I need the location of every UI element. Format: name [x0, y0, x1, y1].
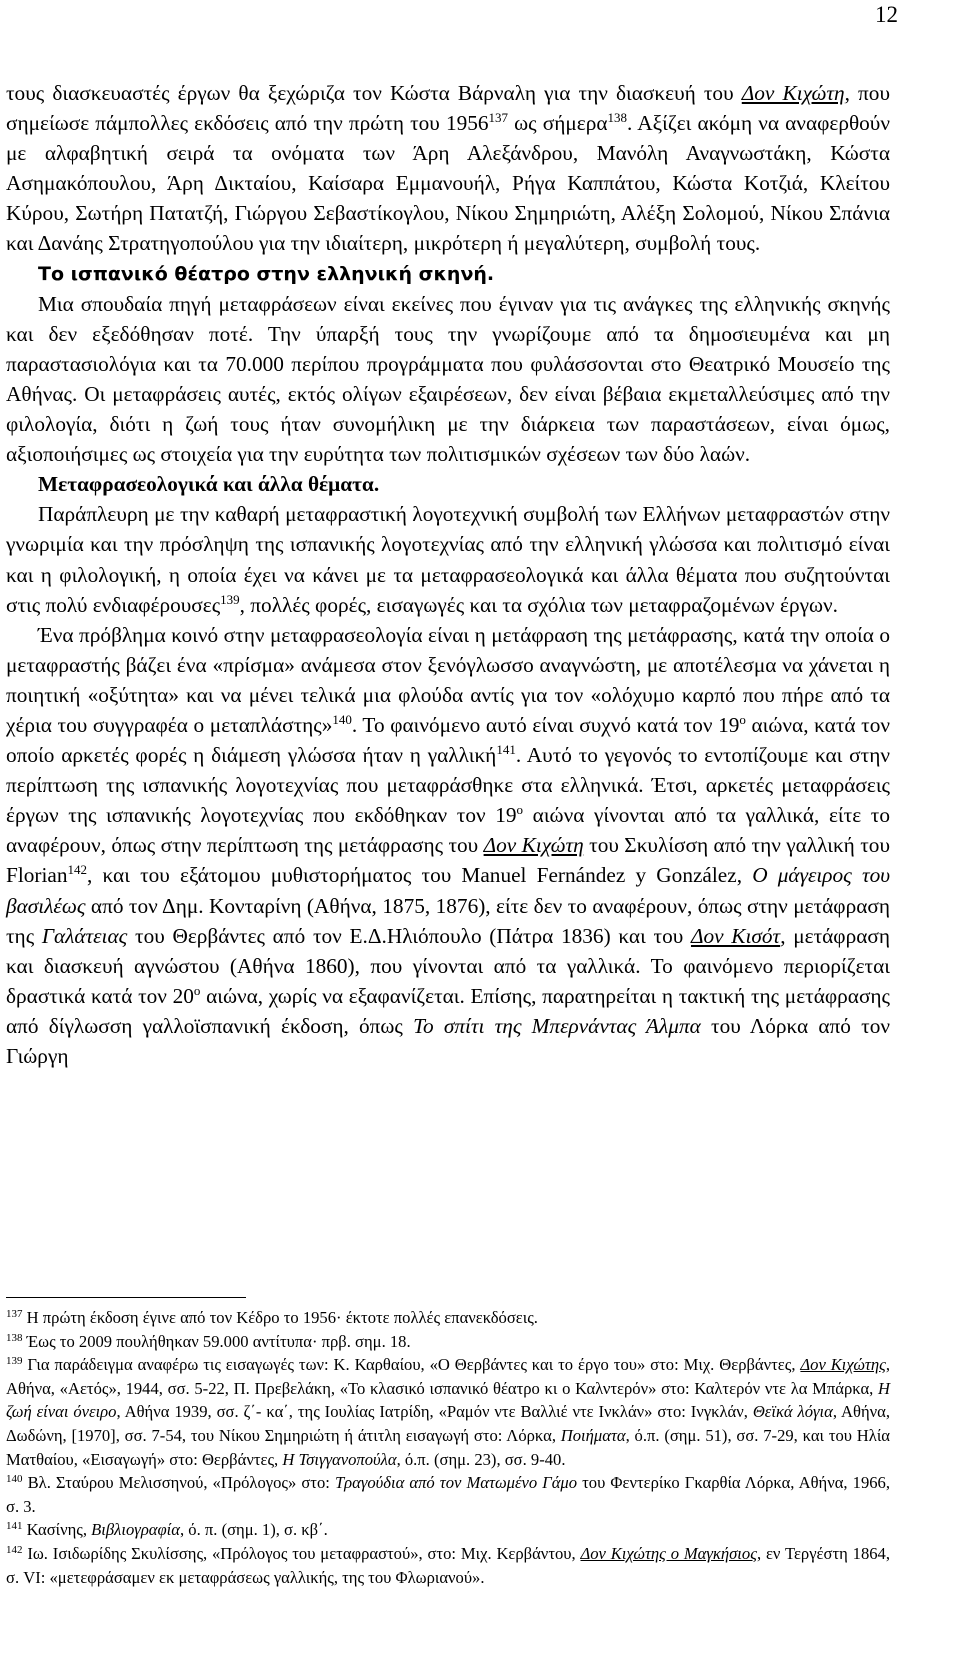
- footnote: [6, 1542, 890, 1589]
- text-run: , Αθήνα, «Αετός», 1944, σσ. 5-22, Π. Πρεβελάκη, «Το κλασικό ισπανικό θέατρο κι ο Καλντερόν» στο: Καλτερόν ντε λα Μπάρκα,: [6, 1355, 890, 1398]
- text-run: του Θερβάντες από τον Ε.Δ.Ηλιόπουλο (Πάτρα 1836) και του: [127, 923, 691, 948]
- text-run: , μετάφραση και διασκευή αγνώστου (Αθήνα 1860), που γίνονται από τα γαλλικά. Το φαινόμενο περιορίζεται δραστικά κατά τον 20: [6, 923, 890, 1008]
- text-run: του Λόρκα από τον Γιώργη: [6, 1013, 890, 1068]
- text-run: του Σκυλίσση από την γαλλική του Florian: [6, 833, 890, 888]
- italic-title: Το σπίτι της Μπερνάντας Άλμπα: [413, 1013, 701, 1038]
- text-run: . Αξίζει ακόμη να αναφερθούν με αλφαβητική σειρά τα ονόματα των Άρη Αλεξάνδρου, Μανόλη Αναγνωστάκη, Κώστα Ασημακόπουλου, Άρη Δικταίου, Καίσαρα Εμμανουήλ, Ρήγα Καππάτου, Κώστα Κοτζιά, Κλείτου Κύρου, Σωτήρη Πατατζή, Γιώργου Σεβαστίκογλου, Νίκου Σημηριώτη, Αλέξη Σολομού, Νίκου Σπάνια και Δανάης Στρατηγοπούλου για την ιδιαίτερη, μικρότερη ή μεγαλύτερη, συμβολή τους.: [6, 111, 890, 256]
- underlined-title: Δον Κιχώτης: [800, 1355, 886, 1375]
- text-run: Ιω. Ισιδωρίδης Σκυλίσσης, «Πρόλογος του μεταφραστού», στο: Μιχ. Κερβάντου,: [22, 1543, 581, 1563]
- text-run: τους διασκευαστές έργων θα ξεχώριζα τον Κώστα Βάρναλη για την διασκευή του: [6, 81, 742, 105]
- reference-mark: 139: [220, 591, 240, 607]
- footnote: [6, 1518, 890, 1542]
- page-number: 12: [875, 2, 898, 27]
- text-run: , ό.π. (σημ. 23), σσ. 9-40.: [396, 1449, 566, 1469]
- underlined-title: Δον Κιχώτης ο Μαγκήσιος: [580, 1543, 757, 1563]
- text-run: , πολλές φορές, εισαγωγές και τα σχόλια των μεταφραζομένων έργων.: [239, 592, 838, 617]
- footnote: [6, 1471, 890, 1518]
- reference-mark: 138: [6, 1331, 23, 1344]
- reference-mark: 141: [496, 742, 516, 758]
- reference-mark: ο: [193, 982, 201, 998]
- italic-title: Ποιήματα: [560, 1425, 626, 1445]
- text-run: από τον Δημ. Κονταρίνη (Αθήνα, 1875, 1876), είτε δεν το αναφέρουν, όπως στην μετάφραση της: [6, 893, 890, 948]
- reference-mark: 138: [607, 110, 628, 126]
- paragraph: [6, 78, 890, 259]
- italic-title: Η Τσιγγανοπούλα: [282, 1449, 397, 1469]
- text-run: , ό.π. (σημ. 51), σσ. 7-29, και του Ηλία Ματθαίου, «Εισαγωγή» στο: Θερβάντες,: [6, 1425, 890, 1469]
- underlined-title: Δον Κιχώτη: [741, 81, 845, 105]
- text-run: Η πρώτη έκδοση έγινε από τον Κέδρο το 1956· έκτοτε πολλές επανεκδόσεις.: [22, 1308, 538, 1327]
- text-run: . Το φαινόμενο αυτό είναι συχνό κατά τον 19: [351, 712, 740, 737]
- reference-mark: 140: [332, 711, 352, 727]
- reference-mark: 141: [6, 1520, 23, 1533]
- text-run: αιώνα, χωρίς να εξαφανίζεται. Επίσης, παρατηρείται η τακτική της μετάφρασης από δίγλωσση γαλλοϊσπανική έκδοση, όπως: [6, 983, 890, 1038]
- italic-title: Βιβλιογραφία: [91, 1520, 180, 1540]
- body-text: [6, 78, 890, 1071]
- text-run: Έως το 2009 πουλήθηκαν 59.000 αντίτυπα· πρβ. σημ. 18.: [22, 1331, 411, 1351]
- text-run: Μεταφρασεολογικά και άλλα θέματα.: [38, 472, 380, 497]
- text-run: Το ισπανικό θέατρο στην ελληνική σκηνή.: [38, 262, 495, 285]
- reference-mark: 139: [6, 1355, 23, 1368]
- italic-title: Η ζωή είναι όνειρο: [6, 1378, 890, 1422]
- italic-title: Ο μάγειρος του βασιλέως: [6, 863, 891, 918]
- text-run: , Αθήνα 1939, σσ. ζ΄- κα΄, της Ιουλίας Ιατρίδη, «Ραμόν ντε Βαλλιέ ντε Ινκλάν» στο: Ινγκλάν,: [116, 1402, 753, 1422]
- footnotes: [6, 1306, 890, 1589]
- paragraph: [6, 499, 890, 619]
- italic-title: Γαλάτειας: [41, 923, 128, 948]
- footnote: [6, 1353, 890, 1471]
- text-run: , Αθήνα, Δωδώνη, [1970], σσ. 7-54, του Νίκου Σημηριώτη ή άτιτλη εισαγωγή στο: Λόρκα,: [6, 1402, 890, 1445]
- text-run: του Φεντερίκο Γκαρθία Λόρκα, Αθήνα, 1966, σ. 3.: [6, 1473, 890, 1516]
- section-heading: [6, 469, 890, 499]
- reference-mark: 137: [488, 110, 509, 126]
- text-run: , που σημείωσε πάμπολλες εκδόσεις από την πρώτη του 1956: [6, 81, 890, 136]
- footnote-separator: [6, 1297, 246, 1298]
- reference-mark: 142: [6, 1543, 23, 1556]
- text-run: Για παράδειγμα αναφέρω τις εισαγωγές των: Κ. Καρθαίου, «Ο Θερβάντες και το έργο του» στο: Μιχ. Θερβάντες,: [22, 1355, 801, 1375]
- reference-mark: 137: [6, 1308, 23, 1320]
- reference-mark: 142: [67, 862, 88, 878]
- footnote: [6, 1306, 890, 1330]
- text-run: Κασίνης,: [22, 1520, 92, 1540]
- text-run: . Αυτό το γεγονός το εντοπίζουμε και στην περίπτωση της ισπανικής λογοτεχνίας που μεταφράσθηκε στα ελληνικά. Έτσι, αρκετές μεταφράσεις έργων της ισπανικής λογοτεχνίας που εκδόθηκαν τον 19: [6, 743, 890, 828]
- text-run: Ένα πρόβλημα κοινό στην μεταφρασεολογία είναι η μετάφραση της μετάφρασης, κατά την οποία ο μεταφραστής βάζει ένα «πρίσμα» ανάμεσα στον ξενόγλωσσο αναγνώστη, με αποτέλεσμα να χάνεται η ποιητική «οξύτητα» και να μένει τελικά μια φλούδα αντίς για τον «ολόχυμο καρπό που πήρε από τα χέρια του συγγραφέα ο μεταπλάστης»: [6, 622, 890, 737]
- text-run: αιώνα γίνονται από τα γαλλικά, είτε το αναφέρουν, όπως στην περίπτωση της μετάφρασης του: [6, 803, 890, 858]
- text-run: , εν Τεργέστη 1864, σ. VI: «μετεφράσαμεν εκ μεταφράσεως γαλλικής, της του Φλωριανού».: [6, 1543, 890, 1587]
- italic-title: Τραγούδια από τον Ματωμένο Γάμο: [334, 1473, 578, 1493]
- text-run: Μια σπουδαία πηγή μεταφράσεων είναι εκείνες που έγιναν για τις ανάγκες της ελληνικής σκηνής και δεν εξεδόθησαν ποτέ. Την ύπαρξή τους την γνωρίζουμε από τα δημοσιευμένα και μη παραστασιολόγια και τα 70.000 περίπου προγράμματα που φυλάσσονται στο Θεατρικό Μουσείο της Αθήνας. Οι μεταφράσεις αυτές, εκτός ολίγων εξαιρέσεων, δεν είναι βέβαια εκμεταλλεύσιμες από την φιλολογία, διότι η ζωή τους ήταν συνομήλικη με την διάρκεια των παραστάσεων, είναι όμως, αξιοποιήσιμες ως στοιχεία για την ευρύτητα των πολιτισμικών σχέσεων των δύο λαών.: [6, 291, 890, 467]
- italic-title: Θεϊκά λόγια: [752, 1402, 833, 1422]
- text-run: Βλ. Σταύρου Μελισσηνού, «Πρόλογος» στο:: [22, 1473, 335, 1493]
- underlined-title: Δον Κιχώτη: [483, 833, 584, 858]
- text-run: Παράπλευρη με την καθαρή μεταφραστική λογοτεχνική συμβολή των Ελλήνων μεταφραστών στην γνωριμία και την πρόσληψη της ισπανικής λογοτεχνίας από την ελληνική γλώσσα και πολιτισμό είναι και η φιλολογική, η οποία έχει να κάνει με τα μεταφρασεολογικά και άλλα θέματα που συζητούνται στις πολύ ενδιαφέρουσες: [6, 502, 890, 617]
- footnote: [6, 1330, 890, 1354]
- paragraph: [6, 289, 890, 470]
- text-run: ως σήμερα: [508, 111, 608, 136]
- text-run: αιώνα, κατά τον οποίο αρκετές φορές η διάμεση γλώσσα ήταν η γαλλική: [6, 712, 890, 768]
- section-heading: [6, 259, 890, 289]
- reference-mark: 140: [6, 1473, 23, 1486]
- reference-mark: ο: [739, 711, 746, 727]
- text-run: , και του εξάτομου μυθιστορήματος του Manuel Fernández y González,: [87, 863, 753, 888]
- paragraph: [6, 620, 890, 1071]
- underlined-title: Δον Κισότ: [690, 923, 781, 948]
- reference-mark: ο: [516, 802, 524, 818]
- text-run: , ό. π. (σημ. 1), σ. κβ΄.: [180, 1520, 328, 1540]
